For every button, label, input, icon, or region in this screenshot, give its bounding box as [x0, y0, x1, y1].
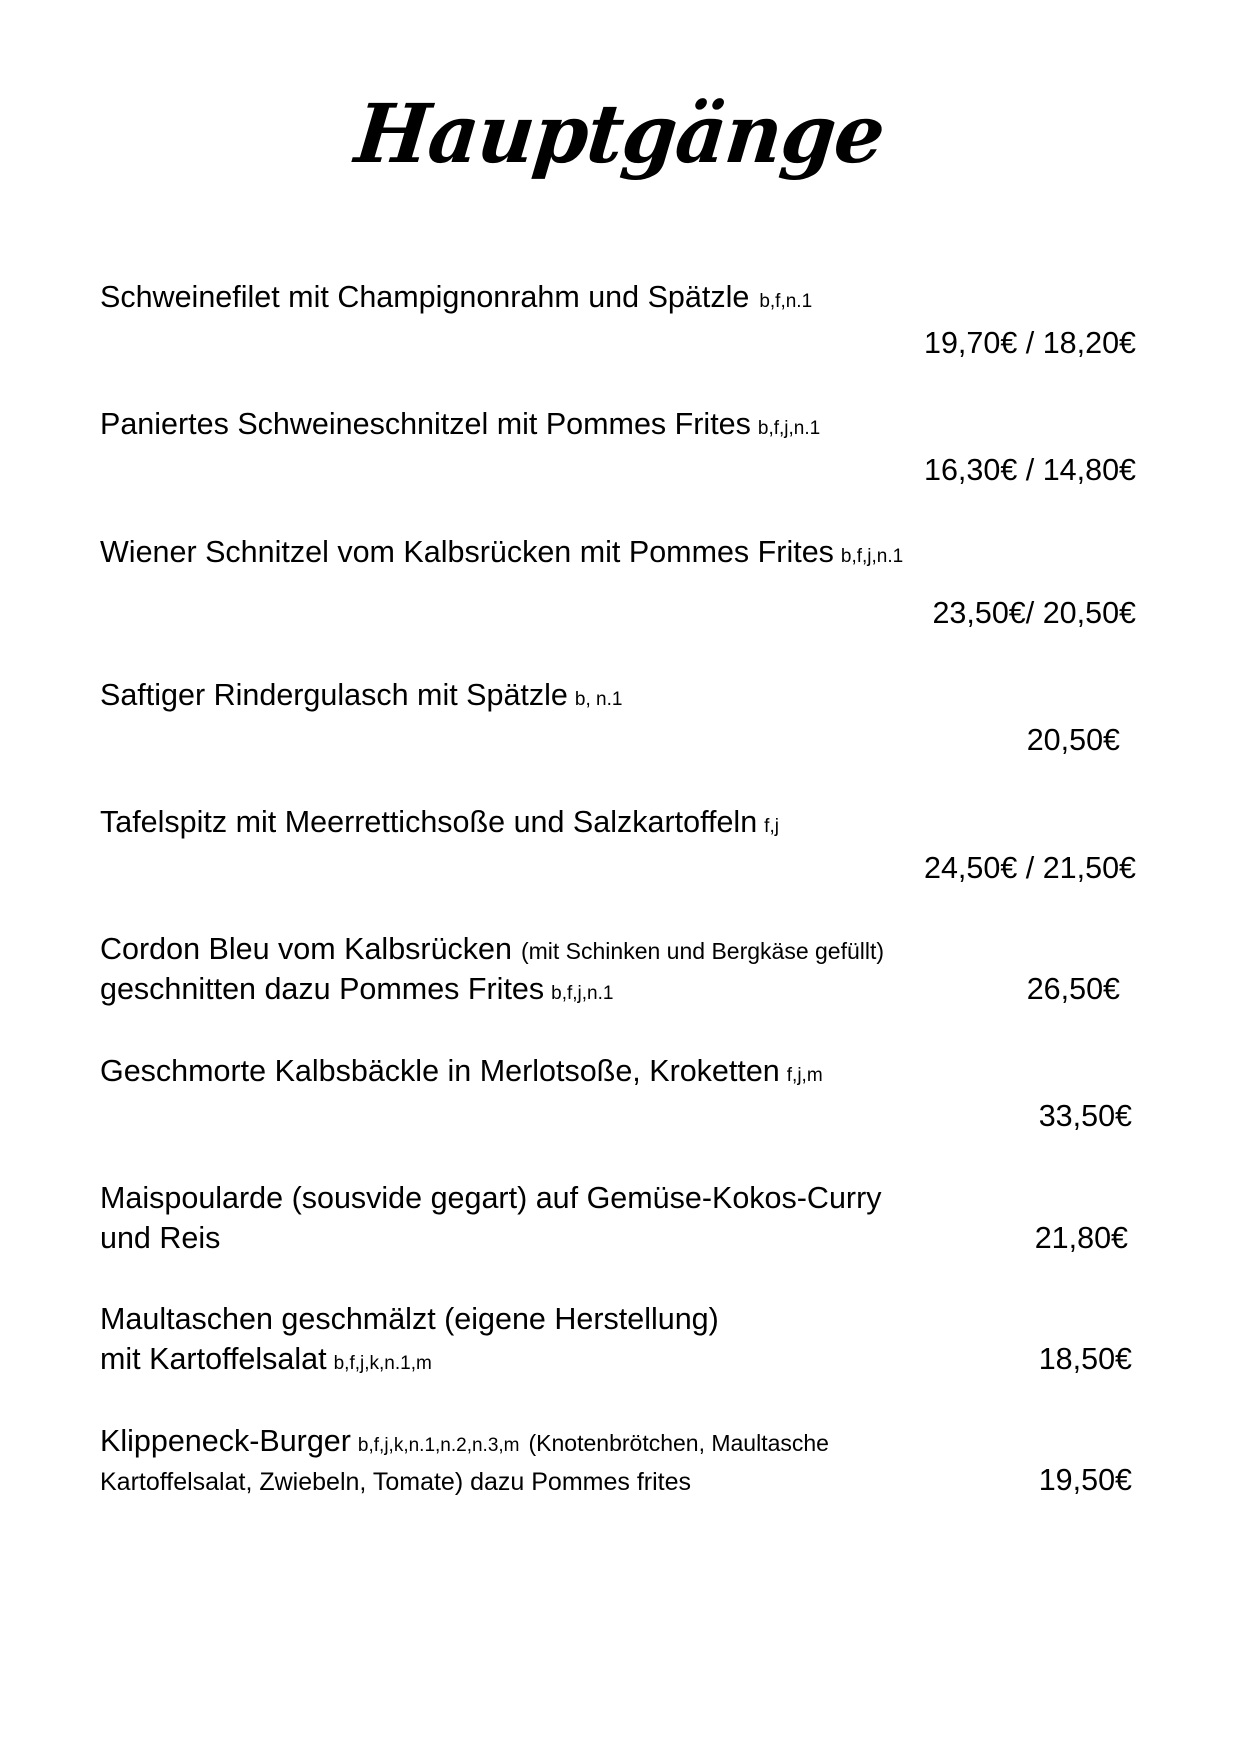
menu-item: [100, 930, 1140, 1009]
menu-item-name-cell: [100, 1422, 829, 1462]
menu-item-price-row: [100, 324, 1140, 364]
menu-item-name-cell: [100, 930, 884, 970]
menu-item: [100, 803, 1140, 888]
menu-item-price: 24,50€ / 21,50€: [924, 850, 1136, 885]
menu-item: [100, 405, 1140, 490]
menu-item-name: Tafelspitz mit Meerrettichsoße und Salzkartoffeln: [100, 805, 758, 840]
menu-item-name-cell: [100, 1219, 220, 1259]
menu-item-price-row: [100, 849, 1140, 889]
menu-item-allergens: b,f,n.1: [759, 291, 813, 312]
menu-item-allergens: b,f,j,n.1: [551, 983, 614, 1005]
menu-item: [100, 533, 1140, 634]
menu-item-name-cell: [100, 278, 812, 318]
menu-item-price-row: [100, 594, 1140, 634]
menu-item-title-row: [100, 930, 1140, 970]
menu-list: [0, 278, 1240, 1501]
menu-item-title-row: [100, 676, 1140, 716]
menu-item-name: Maispoularde (sousvide gegart) auf Gemüse-Kokos-Curry: [100, 1180, 882, 1215]
menu-item-allergens: b, n.1: [574, 688, 623, 710]
menu-item-price: 19,50€: [1038, 1463, 1132, 1498]
menu-item-name-cell: [100, 803, 779, 843]
menu-item-name-cell: [100, 1179, 881, 1219]
menu-item: [100, 1179, 1140, 1258]
menu-item-price: 33,50€: [1038, 1099, 1132, 1134]
menu-item-note: (mit Schinken und Bergkäse gefüllt): [520, 938, 885, 965]
menu-item-name-cell: [100, 533, 903, 573]
menu-item-allergens: b,f,j,k,n.1,m: [333, 1352, 432, 1374]
menu-item-title-row: [100, 1300, 1140, 1340]
menu-item-name-cell: [100, 405, 820, 445]
menu-item-price-row: [100, 451, 1140, 491]
menu-item: [100, 1052, 1140, 1137]
menu-item-name-cell: [100, 970, 613, 1010]
menu-item-name: Geschmorte Kalbsbäckle in Merlotsoße, Kroketten: [100, 1053, 780, 1088]
menu-item-price: 20,50€: [1026, 723, 1120, 758]
menu-item-allergens: b,f,j,n.1: [757, 418, 821, 440]
menu-item-second-row: [100, 970, 1140, 1010]
menu-item-price-row: [100, 1097, 1140, 1137]
menu-item-title-row: [100, 803, 1140, 843]
menu-item-title-row: [100, 1422, 1140, 1462]
menu-item: [100, 1422, 1140, 1501]
menu-item-price: 23,50€/ 20,50€: [932, 596, 1136, 631]
menu-item-second-line: und Reis: [100, 1220, 221, 1255]
menu-item-second-line: Kartoffelsalat, Zwiebeln, Tomate) dazu Pommes frites: [100, 1468, 692, 1497]
menu-item-name-cell: [100, 1052, 823, 1092]
page-title-container: [0, 0, 1240, 182]
menu-item-name-cell: [100, 1340, 432, 1380]
menu-item-note: (Knotenbrötchen, Maultasche: [528, 1429, 829, 1456]
menu-item-second-row: [100, 1340, 1140, 1380]
menu-item-title-row: [100, 1052, 1140, 1092]
menu-item-allergens: f,j,m: [786, 1064, 823, 1086]
menu-item-price: 21,80€: [1034, 1220, 1128, 1255]
menu-item-second-row: [100, 1461, 1140, 1501]
menu-item-second-line: mit Kartoffelsalat: [100, 1341, 327, 1376]
menu-item-allergens: b,f,j,k,n.1,n.2,n.3,m: [357, 1434, 520, 1456]
menu-item-name: Maultaschen geschmälzt (eigene Herstellung): [100, 1302, 719, 1337]
menu-item-name: Klippeneck-Burger: [100, 1423, 351, 1458]
menu-item-name: Wiener Schnitzel vom Kalbsrücken mit Pommes Frites: [100, 534, 834, 569]
menu-item-price: 16,30€ / 14,80€: [924, 452, 1136, 487]
menu-item-price: 18,50€: [1038, 1341, 1132, 1376]
menu-item-second-row: [100, 1219, 1140, 1259]
menu-item-title-row: [100, 533, 1140, 573]
menu-item: [100, 676, 1140, 761]
menu-item-allergens: f,j: [764, 816, 779, 838]
menu-item: [100, 1300, 1140, 1379]
menu-item-price: 26,50€: [1026, 972, 1120, 1007]
menu-item-name-cell: [100, 1466, 691, 1499]
menu-item: [100, 278, 1140, 363]
menu-item-name: Cordon Bleu vom Kalbsrücken: [100, 932, 512, 967]
menu-item-price: 19,70€ / 18,20€: [924, 325, 1136, 360]
menu-item-name-cell: [100, 676, 622, 716]
menu-item-name: Schweinefilet mit Champignonrahm und Spätzle: [100, 280, 750, 314]
menu-item-second-line: geschnitten dazu Pommes Frites: [100, 972, 545, 1007]
menu-item-allergens: b,f,j,n.1: [840, 545, 904, 567]
menu-item-title-row: [100, 405, 1140, 445]
page-title: Hauptgänge: [351, 87, 889, 182]
menu-item-name: Paniertes Schweineschnitzel mit Pommes Frites: [100, 407, 751, 442]
menu-item-price-row: [100, 721, 1140, 761]
menu-item-title-row: [100, 278, 1140, 318]
menu-item-name-cell: [100, 1300, 719, 1340]
menu-item-title-row: [100, 1179, 1140, 1219]
menu-item-name: Saftiger Rindergulasch mit Spätzle: [100, 677, 568, 712]
